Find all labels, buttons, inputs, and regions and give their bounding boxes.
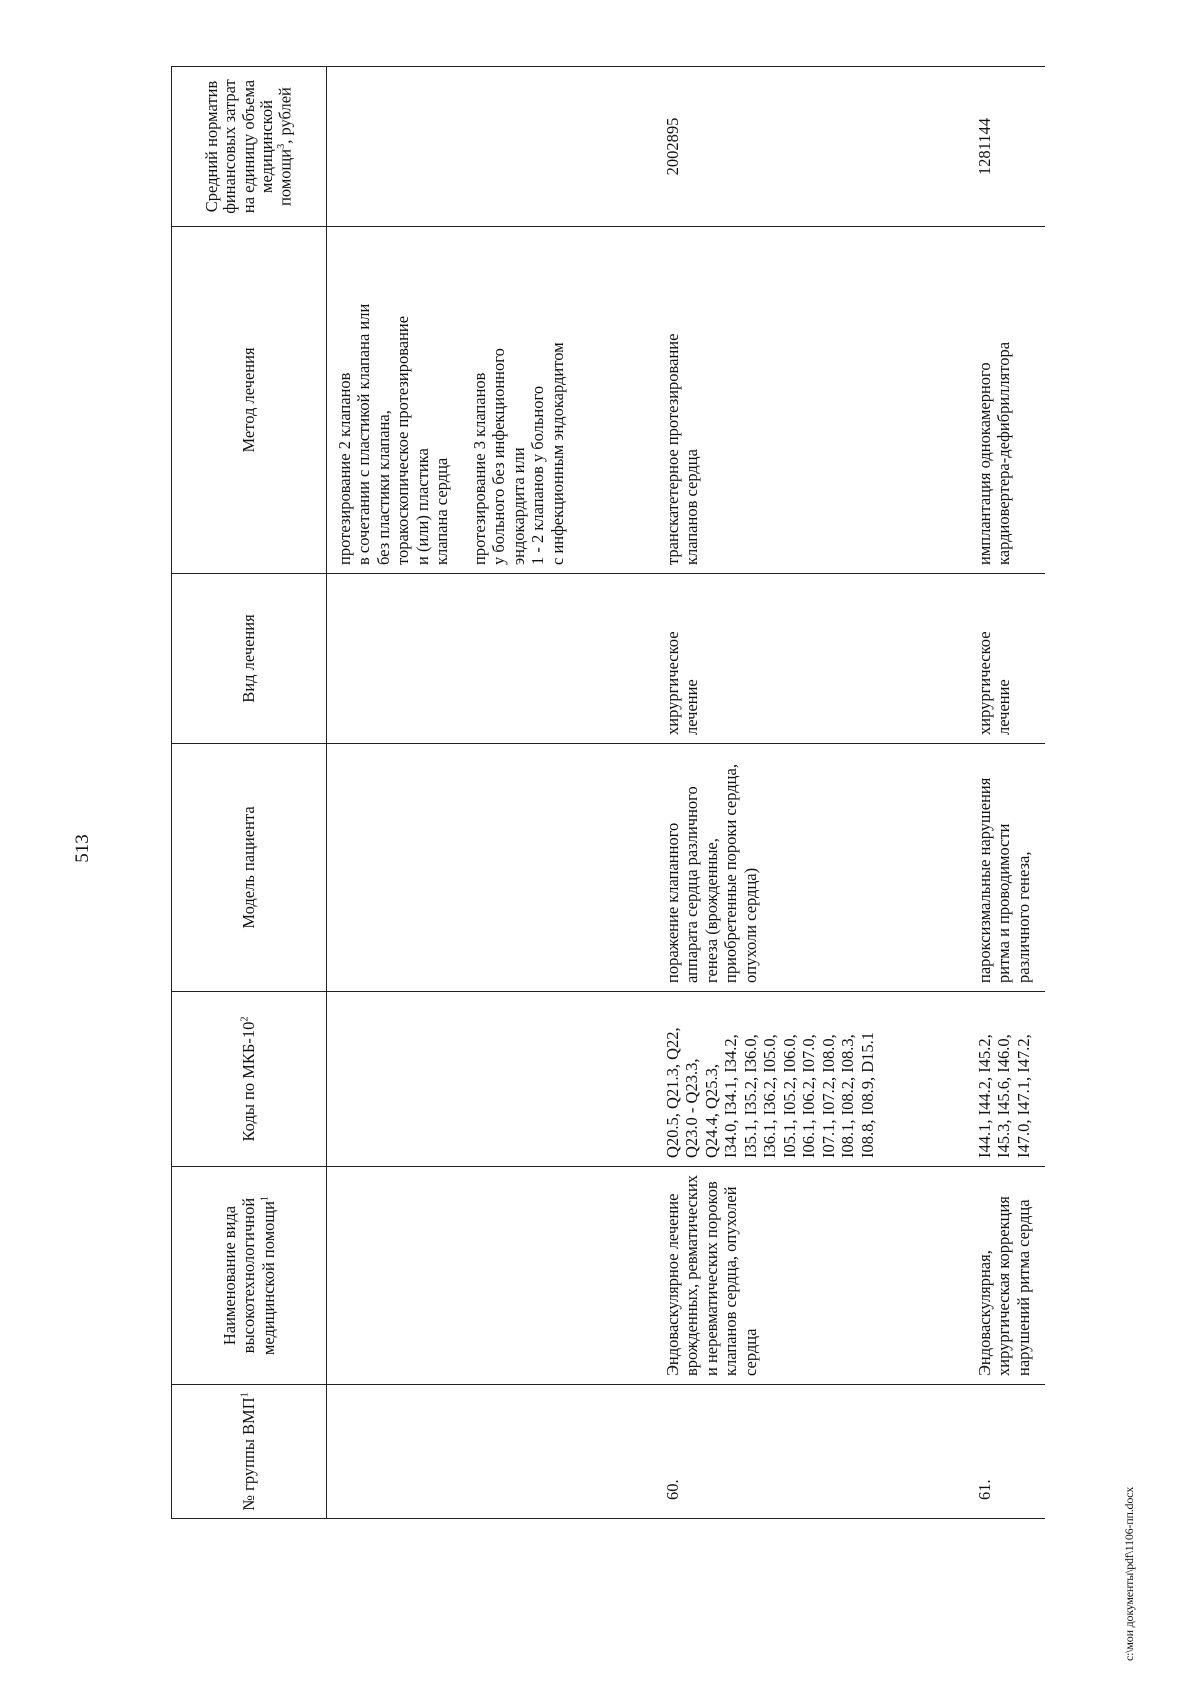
header-patient-model: Модель пациента [172, 744, 327, 992]
cell-treatment-type: хирургическое лечение [657, 574, 969, 744]
footer-file-path: c:\мои документы\pdf\1106-пп.docx [1122, 1486, 1136, 1661]
header-vmp-name: Наименование вида высокотехнологичной медицинской помощи$^1$ [172, 1167, 327, 1385]
cell-icd-codes: I44.1, I44.2, I45.2, I45.3, I45.6, I46.0, I47.0, I47.1, I47.2, [969, 992, 1045, 1167]
header-cost-norm: Средний норматив финансовых затрат на единицу объема медицинской помощи$^3$, рублей [172, 67, 327, 227]
cell-group-number: 61. [969, 1385, 1045, 1519]
cell-vmp-name: Эндоваскулярное лечение врожденных, ревматических и неревматических пороков клапанов сердца, опухолей сердца [657, 1167, 969, 1385]
cell-treatment-method: имплантация однокамерного кардиовертера-дефибриллятора [969, 227, 1045, 574]
header-icd-codes: Коды по МКБ-$10^2$ [172, 992, 327, 1167]
cell-patient-model: поражение клапанного аппарата сердца различного генеза (врожденные, приобретенные пороки сердца, опухоли сердца) [657, 744, 969, 992]
cell-method-continuation [327, 227, 658, 574]
table-row [657, 67, 969, 1519]
cell-treatment-type: хирургическое лечение [969, 574, 1045, 744]
header-group-number: № группы ВМП$^1$ [172, 1385, 327, 1519]
header-treatment-method: Метод лечения [172, 227, 327, 574]
vmp-table [171, 66, 1045, 1519]
cell-vmp-name: Эндоваскулярная, хирургическая коррекция нарушений ритма сердца [969, 1167, 1045, 1385]
method-block-two-valves: протезирование 2 клапанов в сочетании с пластикой клапана или без пластики клапана, торакоскопическое протезирование и (или) пластика клапана сердца [335, 303, 452, 565]
cell-treatment-method: транскатетерное протезирование клапанов сердца [657, 227, 969, 574]
table-header-row [172, 67, 327, 1519]
cell-group-number: 60. [657, 1385, 969, 1519]
table-row-continuation [327, 67, 658, 1519]
method-block-three-valves: протезирование 3 клапанов у больного без инфекционного эндокардита или 1 - 2 клапанов у больного с инфекционным эндокардитом [469, 342, 567, 565]
table-row [969, 67, 1045, 1519]
cell-patient-model: пароксизмальные нарушения ритма и проводимости различного генеза, [969, 744, 1045, 992]
header-treatment-type: Вид лечения [172, 574, 327, 744]
page-number: 513 [72, 834, 93, 863]
cell-cost-norm: 1281144 [969, 67, 1045, 227]
cell-cost-norm: 2002895 [657, 67, 969, 227]
cell-icd-codes: Q20.5, Q21.3, Q22, Q23.0 - Q23.3, Q24.4, Q25.3, I34.0, I34.1, I34.2, I35.1, I35.2, I36.0, I36.1, I36.2, I05.0, I05.1, I05.2, I06.0, I06.1, I06.2, I07.0, I07.1, I07.2, I08.0, I08.1, I08.2, I08.3, I08.8, I08.9, D15.1 [657, 992, 969, 1167]
